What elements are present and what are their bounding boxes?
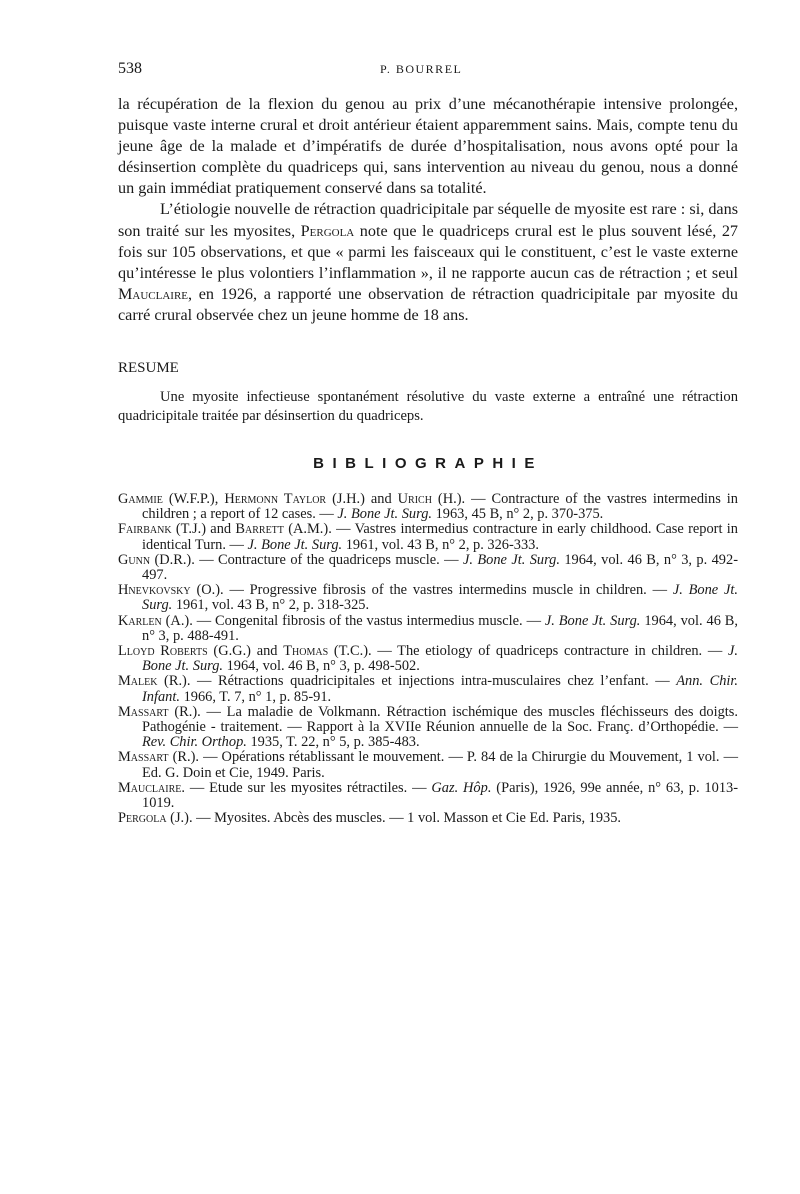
ref-text: (R.). — Opérations rétablissant le mouvement. — P. 84 de la Chirurgie du Mouvement, 1 vol. — Ed. G. Doin et Cie, 1949. Paris.	[142, 749, 738, 781]
resume-text: Une myosite infectieuse spontanément résolutive du vaste externe a entraîné une rétraction quadricipitale traitée par désinsertion du quadriceps.	[118, 389, 738, 424]
ref-author: Gunn	[118, 551, 151, 568]
ref-journal: J. Bone Jt. Surg.	[462, 551, 560, 568]
ref-author: Karlen	[118, 612, 162, 629]
ref-journal: J. Bone Jt. Surg.	[544, 612, 641, 629]
reference	[118, 705, 738, 751]
ref-text: (W.F.P.),	[162, 491, 225, 507]
ref-tail: 1964, vol. 46 B, n° 3, p. 492-497.	[142, 551, 738, 584]
ref-author: Massart	[118, 749, 169, 766]
bibliography-heading: BIBLIOGRAPHIE	[313, 455, 543, 472]
page-header	[118, 60, 738, 82]
ref-tail: 1935, T. 22, n° 5, p. 385-483.	[246, 734, 420, 751]
author-name: Mauclaire	[118, 284, 189, 303]
ref-tail: (Paris), 1926, 99e année, n° 63, p. 1013-1019.	[142, 779, 738, 812]
ref-author: Fairbank	[118, 521, 172, 538]
paragraph-2	[118, 199, 738, 326]
paragraph-2-part-a: L’étiologie nouvelle de rétraction quadricipitale par séquelle de myosite est rare : si, dans son traité sur les myosites,	[118, 200, 738, 240]
ref-author: Gammie	[118, 491, 163, 507]
ref-text: (H.). — Contracture of the vastres intermedins in children ; a report of 12 cases. —	[142, 491, 739, 523]
ref-text: (R.). — La maladie de Volkmann. Rétraction ischémique des muscles fléchisseurs des doigts. Pathogénie - traitement. — Rapport à la XVIIe Réunion annuelle de la Soc. Franç. d’Orthopédie. —	[142, 703, 738, 736]
bibliography-list	[118, 492, 738, 826]
reference	[118, 553, 738, 583]
ref-tail: 1963, 45 B, n° 2, p. 370-375.	[432, 506, 604, 523]
ref-text: (T.J.) and	[171, 521, 236, 538]
ref-author: Malek	[118, 673, 158, 690]
ref-tail: 1964, vol. 46 B, n° 3, p. 488-491.	[142, 612, 738, 644]
ref-text: . — Etude sur les myosites rétractiles. —	[181, 779, 432, 796]
running-head: P. BOURREL	[380, 62, 463, 76]
ref-text: (O.). — Progressive fibrosis of the vastres intermedins muscle in children. —	[190, 582, 673, 599]
body-text	[118, 94, 738, 326]
paragraph-1: la récupération de la flexion du genou au prix d’une mécanothérapie intensive prolongée, puisque vaste interne crural et droit antérieur étaient apparemment sains. Mais, compte tenu du jeune âge de la malade et d’impératifs de durée d’hospitalisation, nous avons opté pour la désinsertion complète du quadriceps qui, sans intervention au niveau du genou, nous a donné un gain immédiat pratiquement conservé dans sa totalité.	[118, 95, 738, 198]
ref-journal: J. Bone Jt. Surg.	[142, 582, 739, 614]
author-name: Pergola	[300, 221, 355, 240]
reference	[118, 644, 738, 674]
reference	[118, 781, 738, 811]
paragraph-2-part-b: note que le quadriceps crural est le plus souvent lésé, 27 fois sur 105 observations, et que « parmi les faisceaux qui le constituent, c’est le vaste externe qu’intéresse le plus volontiers l’inflammation », il ne rapporte aucun cas de rétraction ; et seul	[118, 221, 739, 282]
ref-author: Barrett	[235, 521, 284, 538]
page-number: 538	[118, 60, 142, 77]
ref-tail: 1964, vol. 46 B, n° 3, p. 498-502.	[223, 658, 420, 675]
ref-author: Pergola	[118, 810, 167, 827]
ref-journal: Ann. Chir. Infant.	[142, 673, 738, 705]
ref-author: Thomas	[283, 643, 329, 660]
ref-journal: Gaz. Hôp.	[431, 779, 492, 796]
ref-text: (A.M.). — Vastres intermedius contracture in early childhood. Case report in identical Turn. —	[142, 521, 738, 553]
ref-author: Lloyd Roberts	[118, 643, 208, 660]
reference	[118, 750, 738, 780]
reference	[118, 811, 738, 826]
ref-author: Massart	[118, 703, 169, 720]
ref-author: Hnevkovsky	[118, 582, 191, 599]
ref-text: (R.). — Rétractions quadricipitales et injections intra-musculaires chez l’enfant. —	[157, 673, 677, 690]
reference	[118, 674, 738, 704]
reference	[118, 583, 738, 613]
ref-tail: 1961, vol. 43 B, n° 2, p. 326-333.	[342, 536, 539, 553]
reference	[118, 614, 738, 644]
resume-heading: RESUME	[118, 360, 179, 376]
ref-journal: J. Bone Jt. Surg.	[142, 643, 739, 675]
ref-text: (G.G.) and	[207, 643, 284, 660]
ref-text: (J.H.) and	[326, 491, 398, 507]
ref-journal: J. Bone Jt. Surg.	[337, 506, 432, 523]
ref-text: (T.C.). — The etiology of quadriceps contracture in children. —	[328, 643, 729, 660]
ref-author: Urich	[397, 491, 432, 507]
ref-text: (J.). — Myosites. Abcès des muscles. — 1 vol. Masson et Cie Ed. Paris, 1935.	[166, 810, 622, 827]
ref-journal: J. Bone Jt. Surg.	[247, 536, 343, 553]
ref-journal: Rev. Chir. Orthop.	[142, 734, 247, 751]
reference	[118, 492, 738, 522]
ref-author: Hermonn Taylor	[224, 491, 327, 507]
ref-text: (D.R.). — Contracture of the quadriceps muscle. —	[150, 551, 463, 568]
reference	[118, 522, 738, 552]
paragraph-2-part-c: , en 1926, a rapporté une observation de rétraction quadricipitale par myosite du carré crural observée chez un jeune homme de 18 ans.	[118, 284, 738, 324]
ref-tail: 1966, T. 7, n° 1, p. 85-91.	[179, 688, 332, 705]
ref-text: (A.). — Congenital fibrosis of the vastus intermedius muscle. —	[161, 612, 545, 629]
ref-tail: 1961, vol. 43 B, n° 2, p. 318-325.	[172, 597, 370, 614]
ref-author: Mauclaire	[118, 779, 182, 796]
